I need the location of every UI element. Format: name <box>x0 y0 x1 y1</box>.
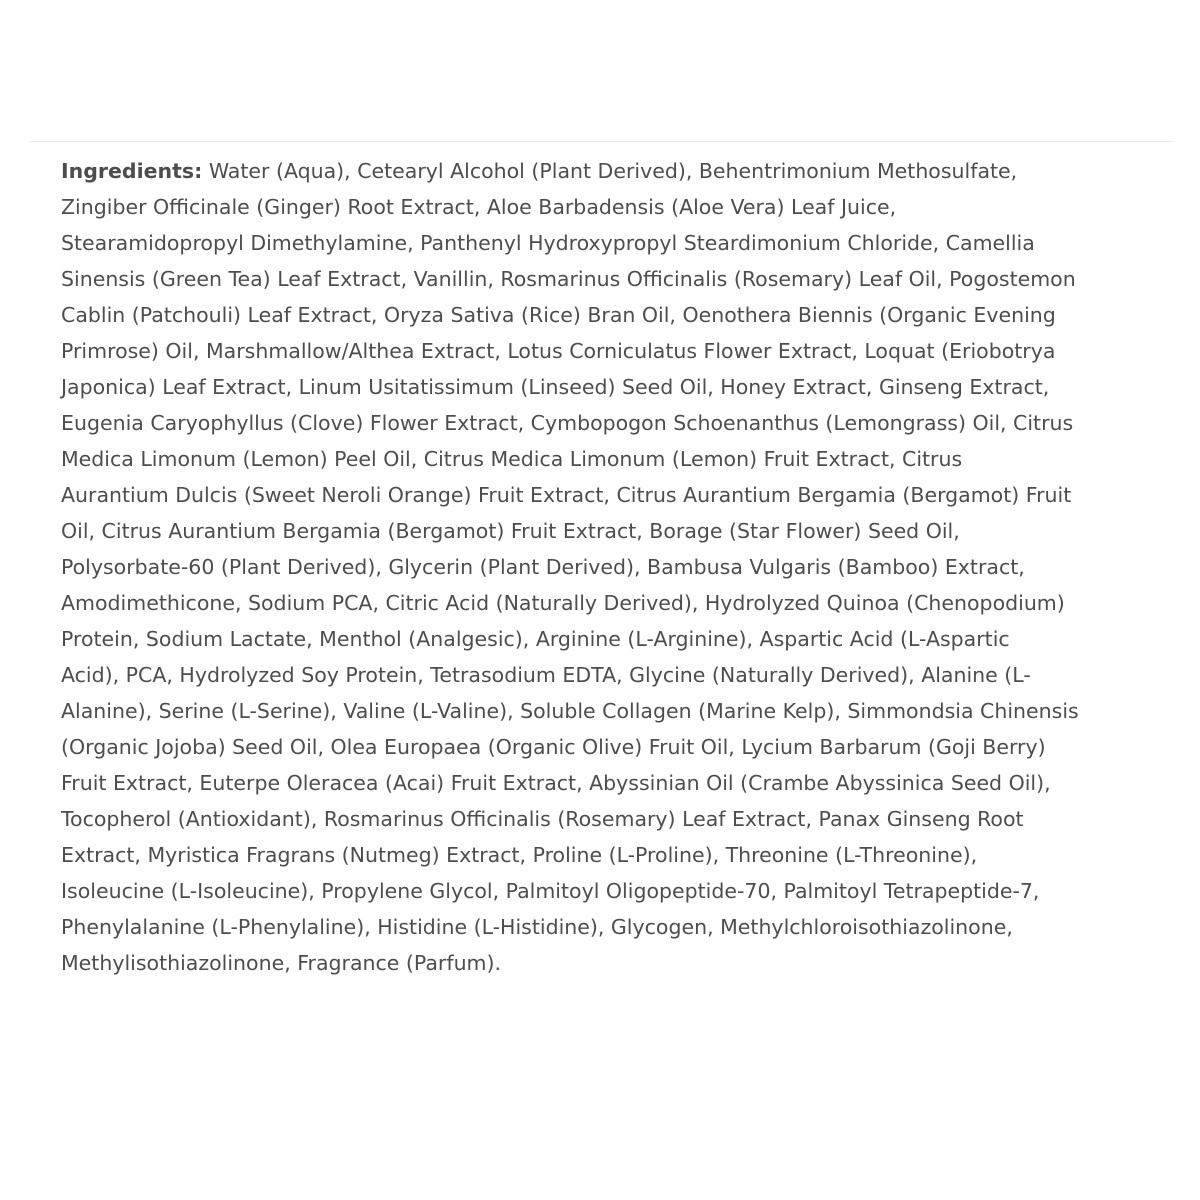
ingredients-line: Stearamidopropyl Dimethylamine, Panthenyl Hydroxypropyl Steardimonium Chloride, Camellia <box>61 231 1035 255</box>
ingredients-line: Tocopherol (Antioxidant), Rosmarinus Officinalis (Rosemary) Leaf Extract, Panax Ginseng Root <box>61 807 1024 831</box>
ingredients-line: Methylisothiazolinone, Fragrance (Parfum). <box>61 951 502 975</box>
ingredients-line: Amodimethicone, Sodium PCA, Citric Acid (Naturally Derived), Hydrolyzed Quinoa (Chenopodium) <box>61 591 1065 615</box>
ingredients-line: Acid), PCA, Hydrolyzed Soy Protein, Tetrasodium EDTA, Glycine (Naturally Derived), Alanine (L- <box>61 663 1031 687</box>
ingredients-line: Zingiber Officinale (Ginger) Root Extract, Aloe Barbadensis (Aloe Vera) Leaf Juice, <box>61 195 897 219</box>
ingredients-line <box>61 153 1171 189</box>
ingredients-line: Extract, Myristica Fragrans (Nutmeg) Extract, Proline (L-Proline), Threonine (L-Threonine), <box>61 843 978 867</box>
ingredients-line: Polysorbate-60 (Plant Derived), Glycerin (Plant Derived), Bambusa Vulgaris (Bamboo) Extract, <box>61 555 1025 579</box>
section-divider <box>30 141 1173 142</box>
ingredients-line-text: Water (Aqua), Cetearyl Alcohol (Plant Derived), Behentrimonium Methosulfate, <box>202 159 1018 183</box>
ingredients-line: Fruit Extract, Euterpe Oleracea (Acai) Fruit Extract, Abyssinian Oil (Crambe Abyssinica Seed Oil), <box>61 771 1051 795</box>
ingredients-line: Eugenia Caryophyllus (Clove) Flower Extract, Cymbopogon Schoenanthus (Lemongrass) Oil, Citrus <box>61 411 1074 435</box>
ingredients-line: Isoleucine (L-Isoleucine), Propylene Glycol, Palmitoyl Oligopeptide-70, Palmitoyl Tetrapeptide-7, <box>61 879 1040 903</box>
ingredients-label: Ingredients: <box>61 159 203 183</box>
ingredients-line: Oil, Citrus Aurantium Bergamia (Bergamot) Fruit Extract, Borage (Star Flower) Seed Oil, <box>61 519 960 543</box>
ingredients-line: Phenylalanine (L-Phenylaline), Histidine (L-Histidine), Glycogen, Methylchloroisothiazolinone, <box>61 915 1013 939</box>
ingredients-line: Aurantium Dulcis (Sweet Neroli Orange) Fruit Extract, Citrus Aurantium Bergamia (Bergamot) Fruit <box>61 483 1072 507</box>
ingredients-line: Protein, Sodium Lactate, Menthol (Analgesic), Arginine (L-Arginine), Aspartic Acid (L-Aspartic <box>61 627 1010 651</box>
ingredients-line: (Organic Jojoba) Seed Oil, Olea Europaea (Organic Olive) Fruit Oil, Lycium Barbarum (Goji Berry) <box>61 735 1046 759</box>
ingredients-line: Primrose) Oil, Marshmallow/Althea Extract, Lotus Corniculatus Flower Extract, Loquat (Eriobotrya <box>61 339 1056 363</box>
ingredients-line: Medica Limonum (Lemon) Peel Oil, Citrus Medica Limonum (Lemon) Fruit Extract, Citrus <box>61 447 963 471</box>
ingredients-text <box>61 153 1171 981</box>
ingredients-line: Alanine), Serine (L-Serine), Valine (L-Valine), Soluble Collagen (Marine Kelp), Simmondsia Chinensis <box>61 699 1079 723</box>
ingredients-line: Japonica) Leaf Extract, Linum Usitatissimum (Linseed) Seed Oil, Honey Extract, Ginseng Extract, <box>61 375 1050 399</box>
ingredients-line: Cablin (Patchouli) Leaf Extract, Oryza Sativa (Rice) Bran Oil, Oenothera Biennis (Organic Evening <box>61 303 1056 327</box>
ingredients-line: Sinensis (Green Tea) Leaf Extract, Vanillin, Rosmarinus Officinalis (Rosemary) Leaf Oil, Pogostemon <box>61 267 1076 291</box>
